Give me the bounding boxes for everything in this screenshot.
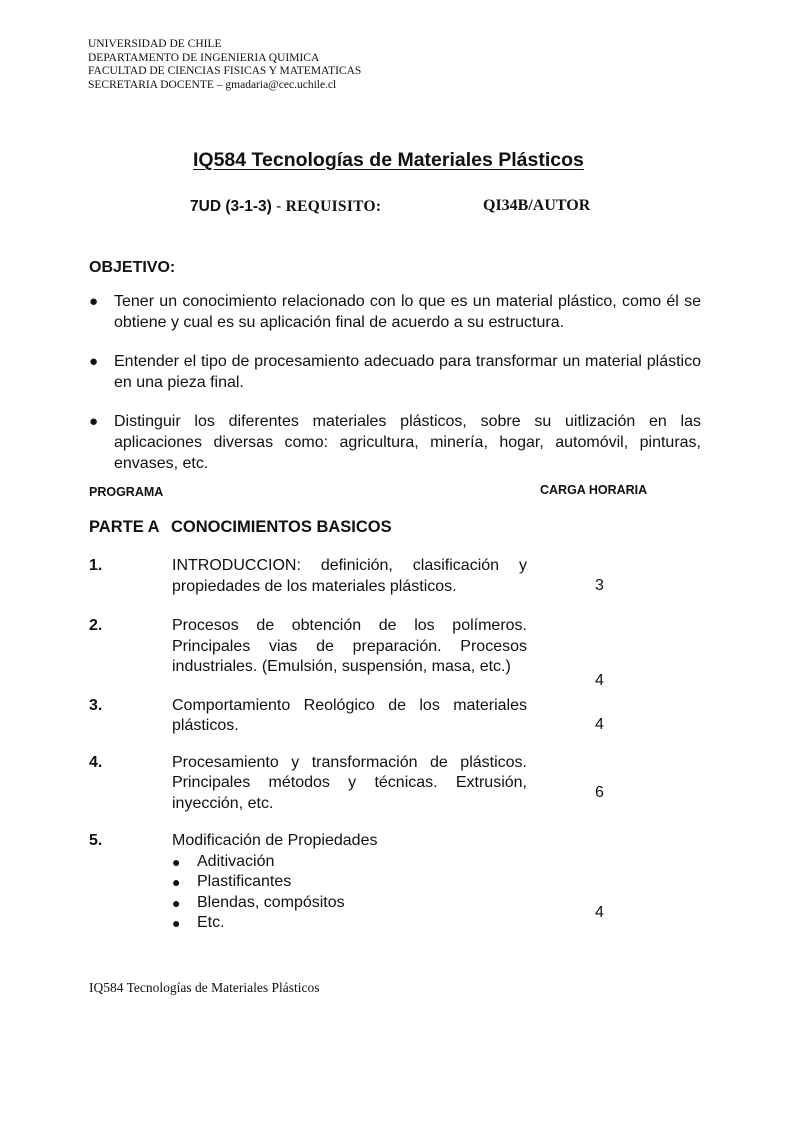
program-items <box>89 556 609 934</box>
header-department: DEPARTAMENTO DE INGENIERIA QUIMICA <box>88 51 320 64</box>
course-title: IQ584 Tecnologías de Materiales Plásticos <box>193 149 584 171</box>
item-hours: 4 <box>595 672 604 689</box>
item-number: 4. <box>89 753 103 771</box>
bullet-icon: ● <box>172 853 181 870</box>
objective-text: Tener un conocimiento relacionado con lo que es un material plástico, como él se obtiene y cual es su aplicación final de acuerdo a su estructura. <box>114 293 701 331</box>
course-units: 7UD (3-1-3) <box>190 198 272 215</box>
program-item <box>89 831 609 934</box>
item-body <box>172 831 527 934</box>
page-footer: IQ584 Tecnologías de Materiales Plásticos <box>89 980 320 995</box>
bullet-icon: ● <box>89 413 99 430</box>
objective-item <box>89 351 701 393</box>
header-faculty: FACULTAD DE CIENCIAS FISICAS Y MATEMATICAS <box>88 65 362 77</box>
subitem-text: Plastificantes <box>197 873 292 890</box>
requisite-value: QI34B/AUTOR <box>483 197 591 214</box>
subitem-text: Blendas, compósitos <box>197 893 345 911</box>
item-text: Comportamiento Reológico de los materiales plásticos. <box>172 696 527 734</box>
item-text: Modificación de Propiedades <box>172 832 378 849</box>
program-item <box>89 696 609 737</box>
bullet-icon: ● <box>89 353 99 370</box>
part-label: PARTE A <box>89 518 160 536</box>
item-text: Procesos de obtención de los polímeros. Principales vias de preparación. Procesos industriales. (Emulsión, suspensión, masa, etc.) <box>172 617 527 675</box>
item-number: 2. <box>89 617 103 634</box>
item-hours: 3 <box>595 577 604 594</box>
bullet-icon: ● <box>172 915 181 931</box>
subitem <box>172 872 527 893</box>
item-number: 3. <box>89 696 103 714</box>
item-text: INTRODUCCION: definición, clasificación y propiedades de los materiales plásticos. <box>172 557 527 595</box>
objective-heading: OBJETIVO: <box>89 259 176 276</box>
item-number: 1. <box>89 557 103 574</box>
objective-item <box>89 291 701 333</box>
subitem <box>172 893 527 914</box>
item-hours: 4 <box>595 715 604 733</box>
program-item <box>89 556 609 597</box>
bullet-icon: ● <box>172 874 181 890</box>
header-university: UNIVERSIDAD DE CHILE <box>88 38 222 50</box>
part-title: CONOCIMIENTOS BASICOS <box>171 518 392 536</box>
course-units-line <box>190 198 381 216</box>
program-item <box>89 753 609 815</box>
hours-heading: CARGA HORARIA <box>540 483 648 497</box>
bullet-icon: ● <box>172 894 181 911</box>
units-separator: - <box>271 198 286 215</box>
subitem-text: Etc. <box>197 914 225 931</box>
item-hours: 4 <box>595 904 604 921</box>
subitem <box>172 913 527 934</box>
item-number: 5. <box>89 832 103 849</box>
program-heading: PROGRAMA <box>89 485 164 499</box>
institution-header <box>88 38 361 92</box>
header-secretary: SECRETARIA DOCENTE – gmadaria@cec.uchile.cl <box>88 78 337 91</box>
program-item <box>89 616 609 689</box>
item-hours: 6 <box>595 783 604 801</box>
item-text: Procesamiento y transformación de plásticos. Principales métodos y técnicas. Extrusión, inyección, etc. <box>172 753 527 812</box>
objective-item <box>89 411 701 474</box>
subitem <box>172 852 527 873</box>
subitem-text: Aditivación <box>197 852 275 870</box>
objective-text: Entender el tipo de procesamiento adecuado para transformar un material plástico en una pieza final. <box>114 353 701 391</box>
bullet-icon: ● <box>89 293 99 310</box>
part-heading <box>89 518 392 537</box>
requisite-label: REQUISITO: <box>285 198 382 215</box>
objective-text: Distinguir los diferentes materiales plásticos, sobre su uitlización en las aplicaciones diversas como: agricultura, minería, hogar, automóvil, pinturas, envases, etc. <box>114 413 701 472</box>
objective-list <box>89 291 701 492</box>
